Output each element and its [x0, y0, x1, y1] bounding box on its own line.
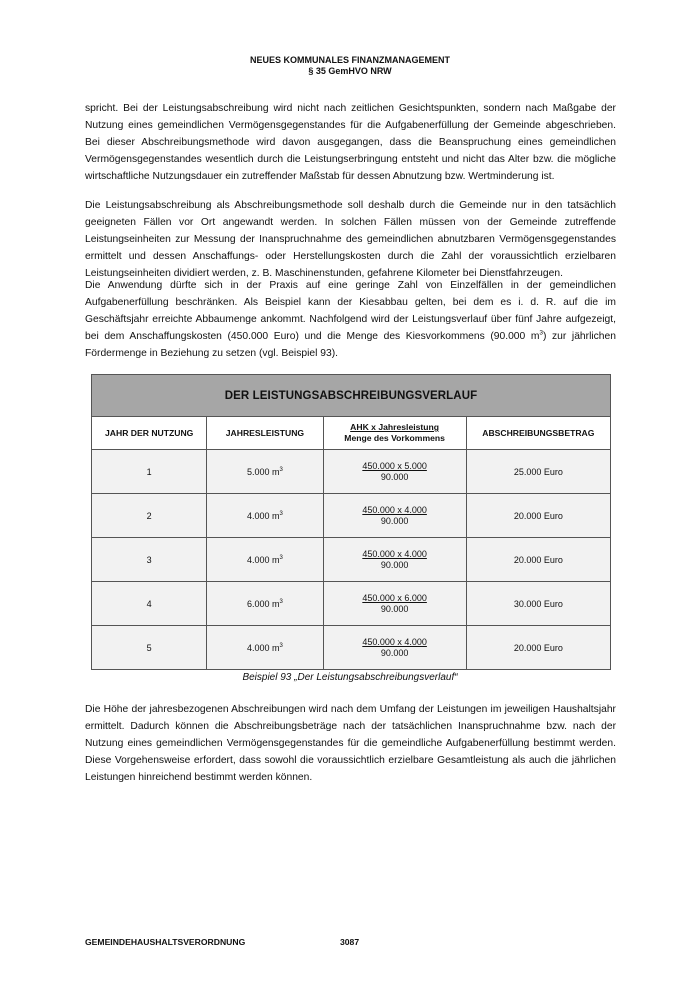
cell-betrag: 25.000 Euro [466, 450, 610, 494]
table-row [92, 582, 611, 626]
cell-betrag: 20.000 Euro [466, 494, 610, 538]
cell-formula [323, 450, 466, 494]
col-header-formula-numerator: AHK x Jahresleistung [350, 422, 440, 432]
paragraph-3-superscript: 3 [539, 329, 544, 337]
cell-leistung-value: 5.000 m [247, 466, 280, 477]
cell-formula-numerator: 450.000 x 4.000 [362, 548, 427, 559]
cell-leistung-value: 4.000 m [247, 510, 280, 521]
cell-leistung-unit-sup: 3 [279, 510, 283, 517]
col-header-leistung: JAHRESLEISTUNG [207, 417, 323, 450]
cell-formula-numerator: 450.000 x 4.000 [362, 504, 427, 515]
cell-formula-numerator: 450.000 x 4.000 [362, 636, 427, 647]
cell-leistung-unit-sup: 3 [279, 466, 283, 473]
table-caption: Beispiel 93 „Der Leistungsabschreibungsverlauf“ [242, 672, 458, 683]
cell-leistung [207, 494, 323, 538]
cell-betrag: 20.000 Euro [466, 538, 610, 582]
cell-formula-denominator: 90.000 [380, 603, 409, 614]
cell-leistung-unit-sup: 3 [279, 598, 283, 605]
cell-formula-denominator: 90.000 [380, 515, 409, 526]
cell-formula-denominator: 90.000 [380, 559, 409, 570]
cell-leistung [207, 450, 323, 494]
cell-formula-numerator: 450.000 x 5.000 [362, 460, 427, 471]
cell-formula [323, 538, 466, 582]
cell-formula-denominator: 90.000 [380, 647, 409, 658]
cell-leistung-value: 6.000 m [247, 598, 280, 609]
paragraph-3-text-b: ) zur jährlichen Fördermenge in Beziehung zu setzen (vgl. Beispiel 93). [85, 331, 616, 359]
paragraph-2: Die Leistungsabschreibung als Abschreibungsmethode soll deshalb durch die Gemeinde nur in den tatsächlich geeigneten Fällen vor Ort angewandt werden. In solchen Fällen müssen von der Gemeinde zutreffende Leistungseinheiten zur Messung der Inanspruchnahme des gemeindlichen abnutzbaren Vermögensgegenstandes ermittelt und dessen Anschaffungs- oder Herstellungskosten durch die Zahl der voraussichtlich erzielbaren Leistungseinheiten dividiert werden, z. B. Maschinenstunden, gefahrene Kilometer bei Dienstfahrzeugen. [85, 200, 616, 279]
cell-year: 5 [92, 626, 207, 670]
cell-leistung [207, 626, 323, 670]
cell-year: 4 [92, 582, 207, 626]
table-row [92, 626, 611, 670]
col-header-year: JAHR DER NUTZUNG [92, 417, 207, 450]
cell-leistung [207, 582, 323, 626]
cell-formula [323, 494, 466, 538]
cell-leistung-value: 4.000 m [247, 554, 280, 565]
page-header [0, 55, 700, 77]
cell-leistung-unit-sup: 3 [279, 642, 283, 649]
table-row [92, 538, 611, 582]
cell-betrag: 20.000 Euro [466, 626, 610, 670]
cell-formula-denominator: 90.000 [380, 471, 409, 482]
cell-leistung [207, 538, 323, 582]
paragraph-4: Die Höhe der jahresbezogenen Abschreibungen wird nach dem Umfang der Leistungen im jeweiligen Haushaltsjahr ermittelt. Dadurch können die Abschreibungsbeträge nach der tatsächlichen Inanspruchnahme bzw. nach der Nutzung eines gemeindlichen Vermögensgegenstandes für die gemeindliche Aufgabenerfüllung bestimmt werden. Diese Vorgehensweise erfordert, dass sowohl die voraussichtlich erzielbare Gesamtleistung als auch die jährlichen Leistungen hinreichend bestimmt werden können. [85, 704, 616, 783]
cell-formula [323, 582, 466, 626]
cell-formula-numerator: 450.000 x 6.000 [362, 592, 427, 603]
cell-betrag: 30.000 Euro [466, 582, 610, 626]
paragraph-1: spricht. Bei der Leistungsabschreibung wird nicht nach zeitlichen Gesichtspunkten, sondern nach Maßgabe der Nutzung eines gemeindlichen Vermögensgegenstandes für die Aufgabenerfüllung der Gemeinde abgeschrieben. Bei dieser Abschreibungsmethode wird davon ausgegangen, dass die Beanspruchung eines gemeindlichen Vermögensgegenstandes wesentlich durch die Leistungserbringung entsteht und nicht das Alter bzw. die mögliche wirtschaftliche Nutzungsdauer ein zutreffender Maßstab für dessen Abnutzung bzw. Wertminderung ist. [85, 103, 616, 182]
col-header-formula-denominator: Menge des Vorkommens [344, 433, 445, 443]
table-body [92, 450, 611, 670]
page-number: 3087 [340, 937, 360, 947]
paragraph-3 [85, 277, 616, 362]
header-subtitle: § 35 GemHVO NRW [308, 66, 392, 76]
table-title: DER LEISTUNGSABSCHREIBUNGSVERLAUF [92, 375, 611, 417]
header-title: NEUES KOMMUNALES FINANZMANAGEMENT [250, 55, 450, 65]
cell-formula [323, 626, 466, 670]
cell-leistung-value: 4.000 m [247, 642, 280, 653]
cell-leistung-unit-sup: 3 [279, 554, 283, 561]
cell-year: 2 [92, 494, 207, 538]
paragraph-3-text-a: Die Anwendung dürfte sich in der Praxis auf eine geringe Zahl von Einzelfällen in der gemeindlichen Aufgabenerfüllung beschränken. Als Beispiel kann der Kiesabbau gelten, bei dem es i. d. R. auf die im Geschäftsjahr erreichte Abbaumenge ankommt. Nachfolgend wird der Leistungsverlauf über fünf Jahre aufgezeigt, bei dem Anschaffungskosten (450.000 Euro) und die Menge des Kiesvorkommens (90.000 m [85, 280, 616, 342]
table-row [92, 450, 611, 494]
cell-year: 3 [92, 538, 207, 582]
depreciation-table [91, 374, 611, 670]
footer-title: GEMEINDEHAUSHALTSVERORDNUNG [85, 937, 246, 947]
table-row [92, 494, 611, 538]
col-header-betrag: ABSCHREIBUNGSBETRAG [466, 417, 610, 450]
col-header-formula [323, 417, 466, 450]
cell-year: 1 [92, 450, 207, 494]
